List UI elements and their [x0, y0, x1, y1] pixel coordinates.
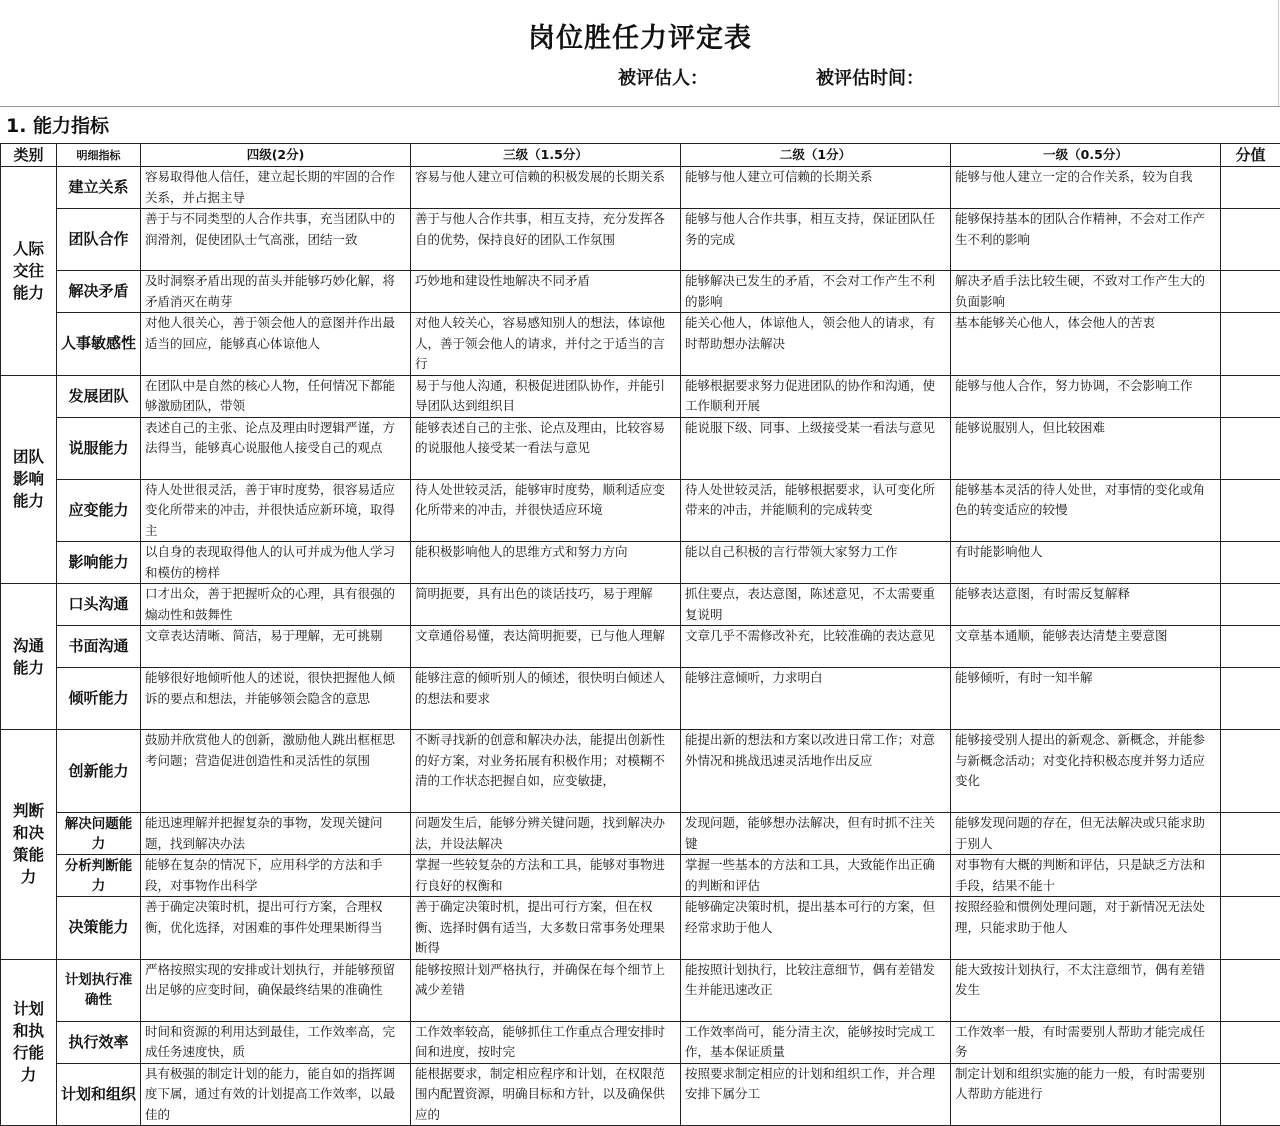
- level-description-cell: 能积极影响他人的思维方式和努力方向: [411, 542, 681, 584]
- indicator-cell: 说服能力: [57, 417, 141, 479]
- table-row: [1, 855, 1280, 897]
- level-description-cell: 能够与他人建立可信赖的长期关系: [681, 167, 951, 209]
- table-row: [1, 271, 1280, 313]
- table-row: [1, 1063, 1280, 1126]
- indicator-cell: 发展团队: [57, 375, 141, 417]
- sheet-header: [0, 0, 1279, 106]
- level-description-cell: 文章表达清晰、简洁，易于理解，无可挑剔: [141, 626, 411, 668]
- score-cell[interactable]: [1221, 626, 1280, 668]
- level-description-cell: 按照要求制定相应的计划和组织工作，并合理安排下属分工: [681, 1063, 951, 1126]
- score-cell[interactable]: [1221, 855, 1280, 897]
- level-description-cell: 待人处世较灵活，能够根据要求，认可变化所带来的冲击，并能顺利的完成转变: [681, 479, 951, 542]
- score-cell[interactable]: [1221, 897, 1280, 960]
- score-cell[interactable]: [1221, 1021, 1280, 1063]
- level-description-cell: 能关心他人，体谅他人，领会他人的请求，有时帮助想办法解决: [681, 313, 951, 376]
- header-divider: [0, 106, 1280, 107]
- score-cell[interactable]: [1221, 813, 1280, 855]
- table-row: [1, 479, 1280, 542]
- level-description-cell: 能大致按计划执行，不太注意细节，偶有差错发生: [951, 959, 1221, 1021]
- level-description-cell: 问题发生后，能够分辨关键问题，找到解决办法，并设法解决: [411, 813, 681, 855]
- level-description-cell: 不断寻找新的创意和解决办法，能提出创新性的好方案，对业务拓展有积极作用；对模糊不清的工作状态把握自如，应变敏捷，: [411, 730, 681, 813]
- level-description-cell: 对他人很关心，善于领会他人的意图并作出最适当的回应，能够真心体谅他人: [141, 313, 411, 376]
- level-description-cell: 工作效率一般，有时需要别人帮助才能完成任务: [951, 1021, 1221, 1063]
- level-description-cell: 能够接受别人提出的新观念、新概念，并能参与新概念活动；对变化持积极态度并努力适应变化: [951, 730, 1221, 813]
- level-description-cell: 具有极强的制定计划的能力，能自如的指挥调度下属，通过有效的计划提高工作效率，以最佳的: [141, 1063, 411, 1126]
- level-description-cell: 能够倾听，有时一知半解: [951, 668, 1221, 730]
- level-description-cell: 及时洞察矛盾出现的苗头并能够巧妙化解，将矛盾消灭在萌芽: [141, 271, 411, 313]
- indicator-cell: 解决矛盾: [57, 271, 141, 313]
- level-description-cell: 能够与他人合作，努力协调，不会影响工作: [951, 375, 1221, 417]
- table-row: [1, 167, 1280, 209]
- level-description-cell: 时间和资源的利用达到最佳，工作效率高，完成任务速度快，质: [141, 1021, 411, 1063]
- level-description-cell: 文章几乎不需修改补充，比较准确的表达意见: [681, 626, 951, 668]
- indicator-cell: 计划执行准确性: [57, 959, 141, 1021]
- level-description-cell: 能够表述自己的主张、论点及理由，比较容易的说服他人接受某一看法与意见: [411, 417, 681, 479]
- level-description-cell: 文章基本通顺，能够表达清楚主要意图: [951, 626, 1221, 668]
- indicator-cell: 人事敏感性: [57, 313, 141, 376]
- level-description-cell: 在团队中是自然的核心人物，任何情况下都能够激励团队，带领: [141, 375, 411, 417]
- level-description-cell: 对事物有大概的判断和评估，只是缺乏方法和手段，结果不能十: [951, 855, 1221, 897]
- level-description-cell: 容易取得他人信任，建立起长期的牢固的合作关系，并占据主导: [141, 167, 411, 209]
- level-description-cell: 能够基本灵活的待人处世，对事情的变化或角色的转变适应的较慢: [951, 479, 1221, 542]
- score-cell[interactable]: [1221, 375, 1280, 417]
- level-description-cell: 能够注意的倾听别人的倾述，很快明白倾述人的想法和要求: [411, 668, 681, 730]
- indicator-cell: 团队合作: [57, 209, 141, 271]
- indicator-cell: 建立关系: [57, 167, 141, 209]
- level-description-cell: 掌握一些较复杂的方法和工具，能够对事物进行良好的权衡和: [411, 855, 681, 897]
- level-description-cell: 能迅速理解并把握复杂的事物，发现关键问题，找到解决办法: [141, 813, 411, 855]
- score-cell[interactable]: [1221, 668, 1280, 730]
- indicator-cell: 计划和组织: [57, 1063, 141, 1126]
- indicator-cell: 影响能力: [57, 542, 141, 584]
- score-cell[interactable]: [1221, 271, 1280, 313]
- level-description-cell: 能说服下级、同事、上级接受某一看法与意见: [681, 417, 951, 479]
- level-description-cell: 能够按照计划严格执行，并确保在每个细节上减少差错: [411, 959, 681, 1021]
- level-description-cell: 巧妙地和建设性地解决不同矛盾: [411, 271, 681, 313]
- score-cell[interactable]: [1221, 959, 1280, 1021]
- level-description-cell: 严格按照实现的安排或计划执行，并能够预留出足够的应变时间，确保最终结果的准确性: [141, 959, 411, 1021]
- level-description-cell: 善于与他人合作共事，相互支持，充分发挥各自的优势，保持良好的团队工作氛围: [411, 209, 681, 271]
- score-cell[interactable]: [1221, 167, 1280, 209]
- score-cell[interactable]: [1221, 209, 1280, 271]
- level-description-cell: 鼓励并欣赏他人的创新，激励他人跳出框框思考问题；营造促进创造性和灵活性的氛围: [141, 730, 411, 813]
- level-description-cell: 能够解决已发生的矛盾，不会对工作产生不利的影响: [681, 271, 951, 313]
- indicator-cell: 倾听能力: [57, 668, 141, 730]
- category-cell: 团队影响能力: [1, 375, 57, 584]
- level-description-cell: 口才出众，善于把握听众的心理，具有很强的煽动性和鼓舞性: [141, 584, 411, 626]
- score-cell[interactable]: [1221, 1063, 1280, 1126]
- indicator-cell: 解决问题能力: [57, 813, 141, 855]
- level-description-cell: 发现问题，能够想办法解决，但有时抓不注关键: [681, 813, 951, 855]
- level-description-cell: 易于与他人沟通，积极促进团队协作，并能引导团队达到组织目: [411, 375, 681, 417]
- level-description-cell: 能够根据要求努力促进团队的协作和沟通，使工作顺利开展: [681, 375, 951, 417]
- category-cell: 人际交往能力: [1, 167, 57, 376]
- table-row: [1, 626, 1280, 668]
- level-description-cell: 能够说服别人，但比较困难: [951, 417, 1221, 479]
- table-row: [1, 584, 1280, 626]
- level-description-cell: 能以自己积极的言行带领大家努力工作: [681, 542, 951, 584]
- indicator-cell: 分析判断能力: [57, 855, 141, 897]
- category-cell: 计划和执行能力: [1, 959, 57, 1126]
- level-description-cell: 以自身的表现取得他人的认可并成为他人学习和模仿的榜样: [141, 542, 411, 584]
- level-description-cell: 能提出新的想法和方案以改进日常工作；对意外情况和挑战迅速灵活地作出反应: [681, 730, 951, 813]
- column-header-level-2: 二级（1分）: [681, 144, 951, 167]
- indicator-cell: 书面沟通: [57, 626, 141, 668]
- level-description-cell: 善于确定决策时机，提出可行方案，合理权衡，优化选择，对困难的事件处理果断得当: [141, 897, 411, 960]
- table-row: [1, 417, 1280, 479]
- level-description-cell: 有时能影响他人: [951, 542, 1221, 584]
- level-description-cell: 能够与他人合作共事，相互支持，保证团队任务的完成: [681, 209, 951, 271]
- level-description-cell: 解决矛盾手法比较生硬，不致对工作产生大的负面影响: [951, 271, 1221, 313]
- level-description-cell: 抓住要点，表达意图，陈述意见，不太需要重复说明: [681, 584, 951, 626]
- column-header-level-1: 一级（0.5分）: [951, 144, 1221, 167]
- level-description-cell: 能够在复杂的情况下，应用科学的方法和手段，对事物作出科学: [141, 855, 411, 897]
- column-header-indicator: 明细指标: [57, 144, 141, 167]
- table-row: [1, 209, 1280, 271]
- level-description-cell: 按照经验和惯例处理问题，对于新情况无法处理，只能求助于他人: [951, 897, 1221, 960]
- column-header-category: 类别: [1, 144, 57, 167]
- column-header-level-4: 四级(2分): [141, 144, 411, 167]
- table-row: [1, 730, 1280, 813]
- level-description-cell: 容易与他人建立可信赖的积极发展的长期关系: [411, 167, 681, 209]
- indicator-cell: 决策能力: [57, 897, 141, 960]
- level-description-cell: 能够注意倾听，力求明白: [681, 668, 951, 730]
- table-row: [1, 959, 1280, 1021]
- level-description-cell: 能够确定决策时机，提出基本可行的方案，但经常求助于他人: [681, 897, 951, 960]
- column-header-score: 分值: [1221, 144, 1280, 167]
- page-title: 岗位胜任力评定表: [528, 23, 752, 54]
- indicator-cell: 执行效率: [57, 1021, 141, 1063]
- table-row: [1, 542, 1280, 584]
- level-description-cell: 制定计划和组织实施的能力一般，有时需要别人帮助方能进行: [951, 1063, 1221, 1126]
- level-description-cell: 待人处世较灵活，能够审时度势，顺利适应变化所带来的冲击，并很快适应环境: [411, 479, 681, 542]
- table-row: [1, 375, 1280, 417]
- level-description-cell: 善于与不同类型的人合作共事，充当团队中的润滑剂，促使团队士气高涨，团结一致: [141, 209, 411, 271]
- level-description-cell: 对他人较关心，容易感知别人的想法，体谅他人，善于领会他人的请求，并付之于适当的言行: [411, 313, 681, 376]
- category-cell: 沟通能力: [1, 584, 57, 730]
- level-description-cell: 能按照计划执行，比较注意细节，偶有差错发生并能迅速改正: [681, 959, 951, 1021]
- level-description-cell: 能够与他人建立一定的合作关系，较为自我: [951, 167, 1221, 209]
- score-cell[interactable]: [1221, 313, 1280, 376]
- table-row: [1, 313, 1280, 376]
- level-description-cell: 简明扼要，具有出色的谈话技巧，易于理解: [411, 584, 681, 626]
- level-description-cell: 能够很好地倾听他人的述说，很快把握他人倾诉的要点和想法，并能够领会隐含的意思: [141, 668, 411, 730]
- table-row: [1, 897, 1280, 960]
- section-title: 1. 能力指标: [6, 115, 110, 137]
- level-description-cell: 基本能够关心他人，体会他人的苦衷: [951, 313, 1221, 376]
- level-description-cell: 能根据要求，制定相应程序和计划，在权限范围内配置资源，明确目标和方针，以及确保供应的: [411, 1063, 681, 1126]
- indicator-cell: 口头沟通: [57, 584, 141, 626]
- level-description-cell: 善于确定决策时机，提出可行方案，但在权衡、选择时偶有适当，大多数日常事务处理果断得: [411, 897, 681, 960]
- column-header-level-3: 三级（1.5分）: [411, 144, 681, 167]
- level-description-cell: 文章通俗易懂，表达简明扼要，已与他人理解: [411, 626, 681, 668]
- level-description-cell: 待人处世很灵活，善于审时度势，很容易适应变化所带来的冲击，并很快适应新环境，取得主: [141, 479, 411, 542]
- level-description-cell: 能够表达意图，有时需反复解释: [951, 584, 1221, 626]
- score-cell[interactable]: [1221, 584, 1280, 626]
- level-description-cell: 表述自己的主张、论点及理由时逻辑严谨，方法得当，能够真心说服他人接受自己的观点: [141, 417, 411, 479]
- level-description-cell: 工作效率尚可，能分清主次，能够按时完成工作，基本保证质量: [681, 1021, 951, 1063]
- category-cell: 判断和决策能力: [1, 730, 57, 960]
- score-cell[interactable]: [1221, 417, 1280, 479]
- table-row: [1, 1021, 1280, 1063]
- level-description-cell: 能够发现问题的存在，但无法解决或只能求助于别人: [951, 813, 1221, 855]
- indicator-cell: 应变能力: [57, 479, 141, 542]
- level-description-cell: 工作效率较高，能够抓住工作重点合理安排时间和进度，按时完: [411, 1021, 681, 1063]
- evaluation-time-label: 被评估时间：: [816, 68, 924, 89]
- level-description-cell: 掌握一些基本的方法和工具，大致能作出正确的判断和评估: [681, 855, 951, 897]
- score-cell[interactable]: [1221, 730, 1280, 813]
- table-row: [1, 813, 1280, 855]
- competency-table: [0, 143, 1280, 1126]
- indicator-cell: 创新能力: [57, 730, 141, 813]
- score-cell[interactable]: [1221, 542, 1280, 584]
- table-row: [1, 668, 1280, 730]
- score-cell[interactable]: [1221, 479, 1280, 542]
- table-header-row: [1, 144, 1280, 167]
- evaluatee-label: 被评估人：: [618, 68, 708, 89]
- level-description-cell: 能够保持基本的团队合作精神，不会对工作产生不利的影响: [951, 209, 1221, 271]
